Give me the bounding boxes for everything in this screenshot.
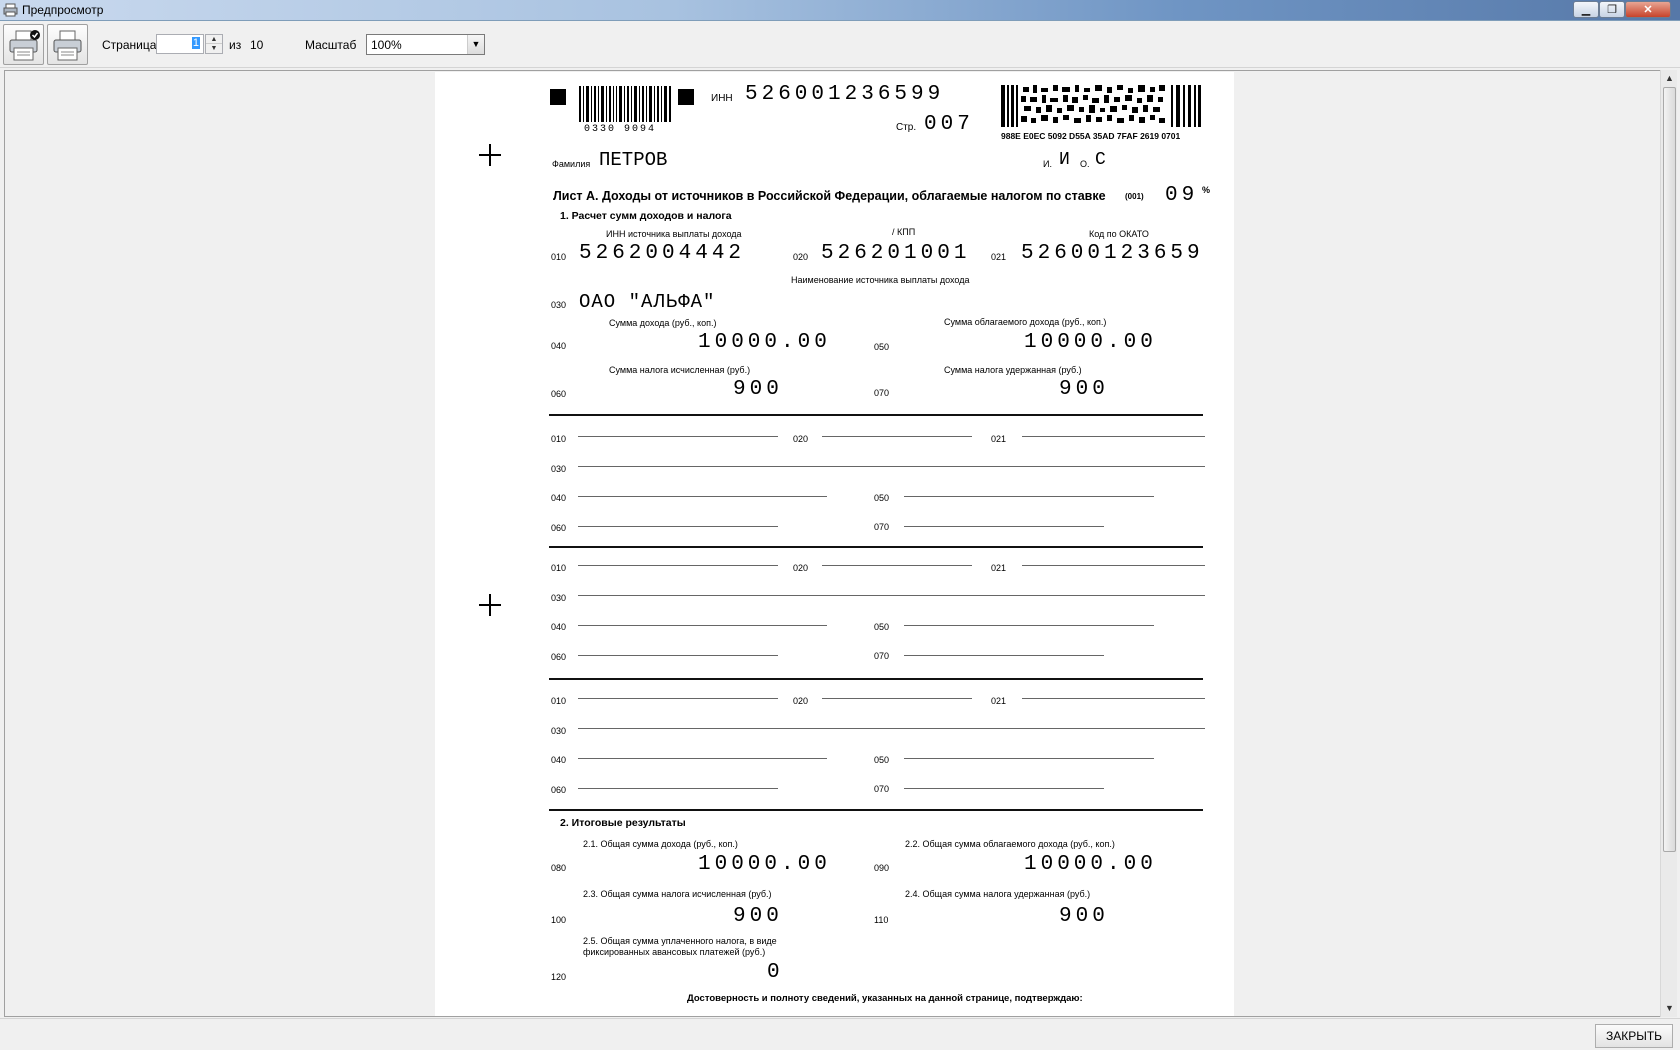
printer-settings-icon	[8, 29, 41, 62]
source-kpp: 526201001	[821, 242, 971, 265]
total-tax-withheld-label: 2.4. Общая сумма налога удержанная (руб.)	[905, 889, 1091, 899]
code-030: 030	[551, 464, 567, 474]
entry-line	[822, 436, 972, 437]
entry-line	[1022, 565, 1205, 566]
total-tax-calc-value: 900	[733, 905, 783, 928]
page-label: Страница	[102, 38, 157, 52]
code-050: 050	[874, 622, 890, 632]
entry-line	[904, 496, 1154, 497]
total-pages: 10	[250, 38, 264, 52]
code-070: 070	[874, 651, 890, 661]
zoom-label: Масштаб	[305, 38, 357, 52]
code-021: 021	[991, 252, 1007, 262]
code-060: 060	[551, 523, 567, 533]
code-010: 010	[551, 563, 567, 573]
section-divider	[549, 678, 1203, 680]
code-080: 080	[551, 863, 567, 873]
of-label: из	[229, 38, 242, 52]
entry-line	[904, 526, 1104, 527]
total-tax-calc-label: 2.3. Общая сумма налога исчисленная (руб.)	[583, 889, 772, 899]
income-label: Сумма дохода (руб., коп.)	[609, 318, 717, 328]
total-tax-paid-value: 0	[767, 961, 784, 984]
code-070: 070	[874, 388, 890, 398]
code-100: 100	[551, 915, 567, 925]
tax-withheld-label: Сумма налога удержанная (руб.)	[944, 365, 1082, 375]
entry-line	[904, 758, 1154, 759]
percent-sign: %	[1202, 185, 1211, 195]
inn-value: 526001236599	[745, 83, 945, 106]
code-040: 040	[551, 493, 567, 503]
entry-line	[822, 565, 972, 566]
section-divider	[549, 809, 1203, 811]
total-income-label: 2.1. Общая сумма дохода (руб., коп.)	[583, 839, 738, 849]
initial-i: И	[1059, 150, 1070, 170]
page-no-value: 007	[924, 113, 974, 136]
scroll-up-icon[interactable]: ▲	[1665, 73, 1674, 83]
crosshair-marker	[479, 594, 501, 616]
total-tax-withheld-value: 900	[1059, 905, 1109, 928]
code-060: 060	[551, 652, 567, 662]
page-no-label: Стр.	[896, 122, 917, 133]
code-070: 070	[874, 784, 890, 794]
tax-calc-label: Сумма налога исчисленная (руб.)	[609, 365, 751, 375]
rate-code: (001)	[1125, 192, 1144, 201]
section1-title: 1. Расчет сумм доходов и налога	[560, 210, 732, 222]
source-name: ОАО "АЛЬФА"	[579, 291, 716, 313]
rate-value: 09	[1165, 184, 1199, 207]
code-021: 021	[991, 434, 1007, 444]
initial-o-label: О.	[1080, 159, 1090, 169]
window-title: Предпросмотр	[22, 3, 104, 17]
section-divider	[549, 414, 1203, 416]
alignment-marker	[550, 89, 566, 105]
code-050: 050	[874, 755, 890, 765]
restore-icon: ❐	[1607, 4, 1617, 16]
entry-line	[578, 655, 778, 656]
initial-o: С	[1095, 150, 1106, 170]
source-okato: 52600123659	[1021, 242, 1204, 265]
close-window-button[interactable]	[1625, 1, 1671, 18]
scroll-down-icon[interactable]: ▼	[1665, 1003, 1674, 1013]
code-021: 021	[991, 563, 1007, 573]
code-010: 010	[551, 434, 567, 444]
page-spinner[interactable]	[205, 34, 223, 54]
spin-up-icon[interactable]: ▲	[206, 35, 222, 44]
surname-label: Фамилия	[552, 159, 591, 169]
scrollbar-thumb[interactable]	[1663, 87, 1676, 852]
code-030: 030	[551, 726, 567, 736]
printer-app-icon	[3, 3, 18, 17]
code-090: 090	[874, 863, 890, 873]
title-bar	[0, 0, 1680, 21]
entry-line	[578, 526, 778, 527]
zoom-value: 100%	[371, 38, 402, 52]
page-number-input[interactable]: 1	[156, 34, 204, 54]
okato-label: Код по ОКАТО	[1089, 229, 1149, 239]
code-040: 040	[551, 622, 567, 632]
source-name-label: Наименование источника выплаты дохода	[791, 275, 970, 285]
initial-i-label: И.	[1043, 159, 1052, 169]
code-060: 060	[551, 785, 567, 795]
entry-line	[578, 728, 1205, 729]
code-050: 050	[874, 342, 890, 352]
printer-icon	[52, 29, 85, 62]
code-021: 021	[991, 696, 1007, 706]
preview-area	[4, 70, 1662, 1017]
code-050: 050	[874, 493, 890, 503]
entry-line	[578, 595, 1205, 596]
entry-line	[822, 698, 972, 699]
tax-withheld-value: 900	[1059, 378, 1109, 401]
tax-calc-value: 900	[733, 378, 783, 401]
code-030: 030	[551, 593, 567, 603]
code-070: 070	[874, 522, 890, 532]
entry-line	[578, 496, 827, 497]
income-value: 10000.00	[698, 331, 831, 354]
toolbar	[0, 21, 1680, 68]
spin-down-icon[interactable]: ▼	[210, 45, 218, 52]
print-setup-button[interactable]	[3, 24, 44, 65]
inn-source-label: ИНН источника выплаты дохода	[606, 229, 742, 239]
chevron-down-icon[interactable]: ▼	[467, 35, 484, 54]
code-120: 120	[551, 972, 567, 982]
total-income-value: 10000.00	[698, 853, 831, 876]
code-010: 010	[551, 696, 567, 706]
entry-line	[578, 698, 778, 699]
entry-line	[578, 466, 1205, 467]
minimize-button[interactable]	[1573, 1, 1599, 18]
section-divider	[549, 546, 1203, 548]
code-020: 020	[793, 252, 809, 262]
code-040: 040	[551, 755, 567, 765]
zoom-select[interactable]	[366, 34, 485, 55]
code-020: 020	[793, 563, 809, 573]
taxable-income-label: Сумма облагаемого дохода (руб., коп.)	[944, 317, 1107, 327]
total-tax-paid-label-1: 2.5. Общая сумма уплаченного налога, в виде	[583, 936, 777, 946]
entry-line	[904, 655, 1104, 656]
source-inn: 5262004442	[579, 242, 746, 265]
qr-code-text: 988E E0EC 5092 D55A 35AD 7FAF 2619 0701	[1001, 131, 1181, 141]
close-icon: ✕	[1643, 4, 1653, 16]
section2-title: 2. Итоговые результаты	[560, 817, 686, 829]
taxable-income-value: 10000.00	[1024, 331, 1157, 354]
entry-line	[1022, 436, 1205, 437]
confirmation-text: Достоверность и полноту сведений, указанных на данной странице, подтверждаю:	[687, 993, 1083, 1004]
code-020: 020	[793, 434, 809, 444]
maximize-button[interactable]	[1599, 1, 1625, 18]
close-button[interactable]: ЗАКРЫТЬ	[1595, 1024, 1673, 1048]
code-020: 020	[793, 696, 809, 706]
print-button[interactable]	[47, 24, 88, 65]
total-tax-paid-label-2: фиксированных авансовых платежей (руб.)	[583, 947, 766, 957]
minimize-icon: ▁	[1581, 4, 1591, 16]
entry-line	[578, 758, 827, 759]
kpp-label: / КПП	[892, 227, 916, 237]
code-040: 040	[551, 341, 567, 351]
inn-label: ИНН	[711, 93, 733, 104]
barcode-number: 0330 9094	[584, 124, 657, 135]
vertical-scrollbar[interactable]	[1660, 70, 1677, 1017]
entry-line	[904, 625, 1154, 626]
document-page	[435, 72, 1234, 1017]
entry-line	[904, 788, 1104, 789]
sheet-title: Лист А. Доходы от источников в Российской Федерации, облагаемые налогом по ставке	[553, 189, 1106, 203]
barcode-image	[579, 86, 671, 122]
surname-value: ПЕТРОВ	[599, 149, 668, 171]
total-taxable-label: 2.2. Общая сумма облагаемого дохода (руб., коп.)	[905, 839, 1115, 849]
entry-line	[578, 565, 778, 566]
code-030: 030	[551, 300, 567, 310]
entry-line	[578, 788, 778, 789]
code-110: 110	[874, 915, 889, 925]
total-taxable-value: 10000.00	[1024, 853, 1157, 876]
qr-code-image	[1001, 85, 1201, 127]
status-bar	[0, 1018, 1680, 1050]
entry-line	[1022, 698, 1205, 699]
entry-line	[578, 436, 778, 437]
code-010: 010	[551, 252, 567, 262]
entry-line	[578, 625, 827, 626]
code-060: 060	[551, 389, 567, 399]
alignment-marker	[678, 89, 694, 105]
crosshair-marker	[479, 144, 501, 166]
